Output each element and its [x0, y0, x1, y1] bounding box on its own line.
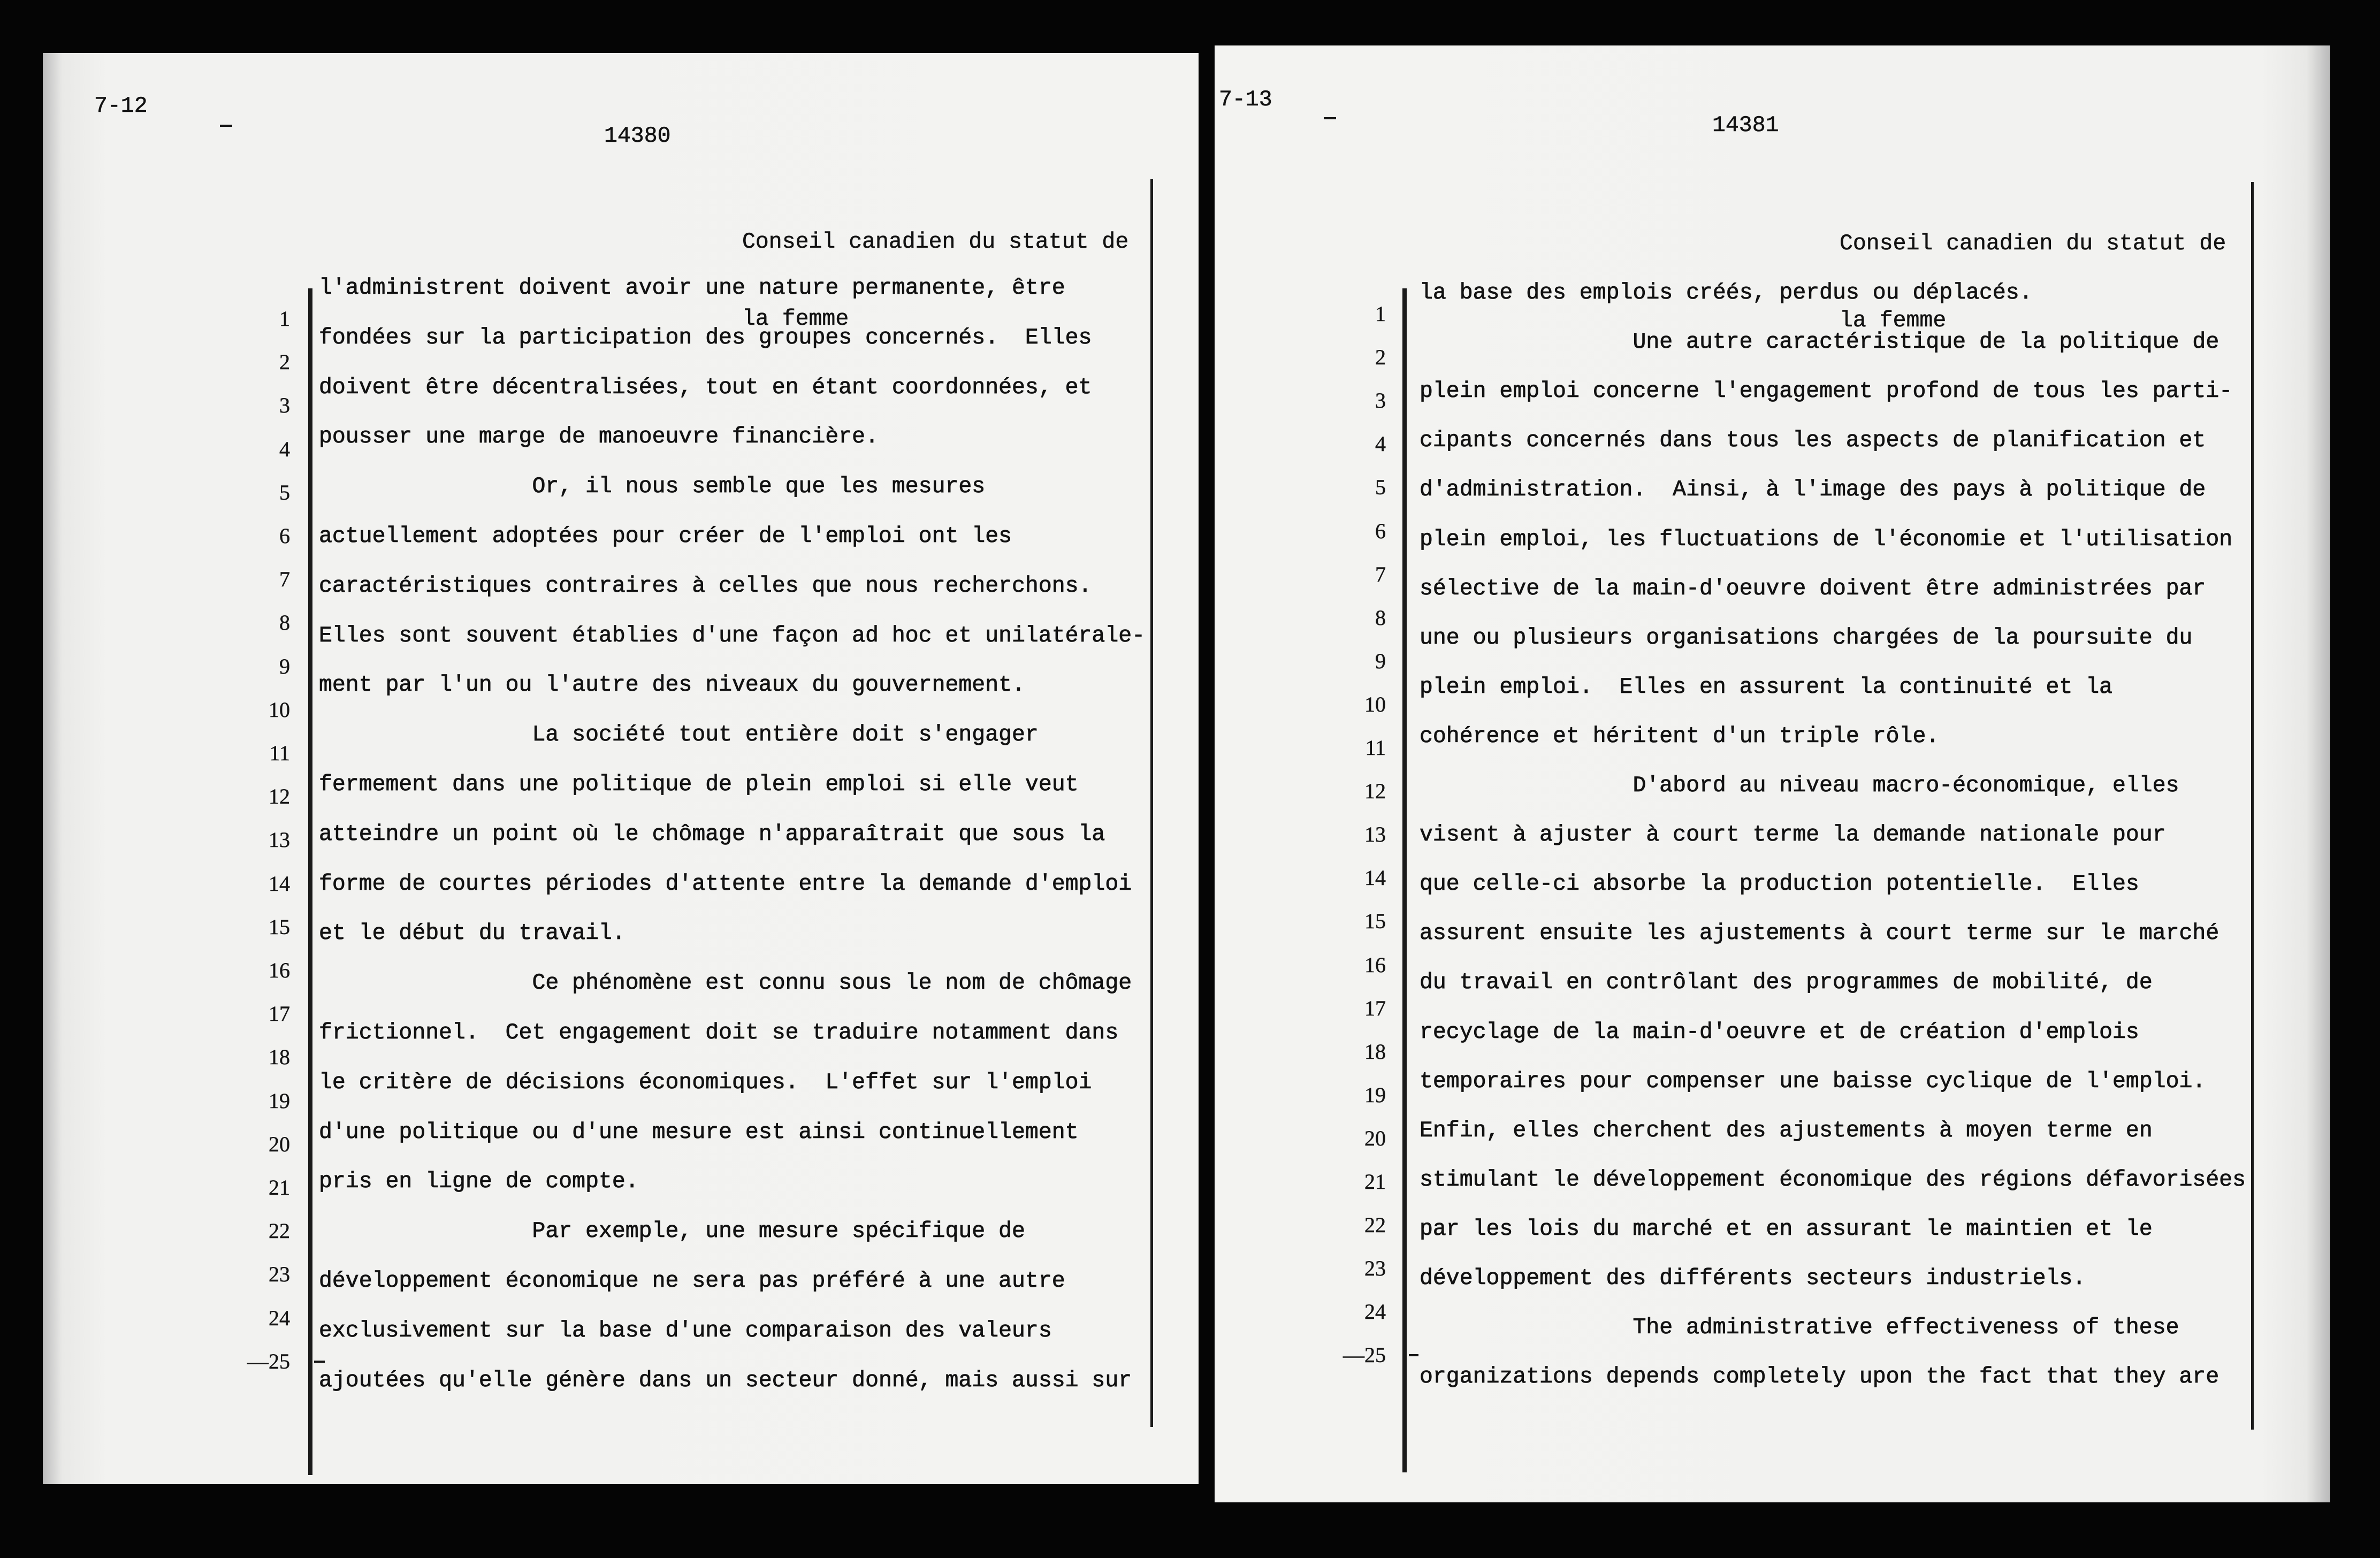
- transcript-page-left: [43, 53, 1199, 1484]
- line-number: 22: [1364, 1213, 1386, 1238]
- text-line: frictionnel. Cet engagement doit se traduire notamment dans: [319, 1020, 1119, 1045]
- text-line: d'administration. Ainsi, à l'image des pays à politique de: [1420, 477, 2206, 503]
- text-line: temporaires pour compenser une baisse cyclique de l'emploi.: [1420, 1068, 2206, 1094]
- text-line: organizations depends completely upon the fact that they are: [1420, 1364, 2219, 1390]
- line-number: 16: [1364, 952, 1386, 977]
- line-number: 8: [1375, 605, 1386, 630]
- line-number: 10: [269, 697, 290, 722]
- page-number: 14381: [1712, 113, 1779, 138]
- line-number: 19: [269, 1088, 290, 1113]
- text-line: stimulant le développement économique des régions défavorisées: [1420, 1167, 2246, 1193]
- right-margin-rule: [2251, 182, 2254, 1430]
- line-number: 16: [269, 958, 290, 982]
- text-line: The administrative effectiveness of these: [1633, 1315, 2179, 1341]
- text-line: plein emploi concerne l'engagement profond de tous les parti-: [1420, 379, 2233, 404]
- line-number: 2: [279, 350, 290, 375]
- text-line: développement des différents secteurs industriels.: [1420, 1266, 2086, 1291]
- text-line: pris en ligne de compte.: [319, 1169, 639, 1195]
- line-number: 19: [1364, 1082, 1386, 1107]
- line-number: 11: [1365, 736, 1386, 760]
- line-number: 6: [1375, 518, 1386, 543]
- line-number: 15: [269, 914, 290, 939]
- text-line: atteindre un point où le chômage n'apparaîtrait que sous la: [319, 821, 1105, 847]
- page-code: 7-12: [94, 94, 148, 119]
- line-number: 24: [269, 1305, 290, 1330]
- line-number: 14: [269, 871, 290, 896]
- text-line: fondées sur la participation des groupes concernés. Elles: [319, 325, 1092, 350]
- witness-heading-line: Conseil canadien du statut de: [1840, 231, 2226, 256]
- line-number: 21: [1364, 1170, 1386, 1194]
- text-line: que celle-ci absorbe la production potentielle. Elles: [1420, 872, 2139, 897]
- left-margin-rule: [308, 288, 312, 1475]
- line-number: 5: [1375, 475, 1386, 500]
- text-line: plein emploi. Elles en assurent la continuité et la: [1420, 674, 2113, 700]
- text-line: pousser une marge de manoeuvre financière.: [319, 424, 879, 450]
- line-number: 17: [269, 1002, 290, 1026]
- line-number: 21: [269, 1175, 290, 1200]
- text-line: cipants concernés dans tous les aspects de planification et: [1420, 428, 2206, 454]
- text-line: La société tout entière doit s'engager: [532, 722, 1039, 748]
- line-number: 18: [1364, 1039, 1386, 1064]
- text-line: Ce phénomène est connu sous le nom de chômage: [532, 971, 1132, 996]
- text-line: fermement dans une politique de plein emploi si elle veut: [319, 772, 1079, 797]
- text-line: ajoutées qu'elle génère dans un secteur donné, mais aussi sur: [319, 1368, 1132, 1393]
- line-number: 12: [1364, 779, 1386, 804]
- witness-heading-line: la femme: [1840, 308, 1947, 333]
- line-number: 5: [279, 480, 290, 505]
- text-line: plein emploi, les fluctuations de l'économie et l'utilisation: [1420, 526, 2233, 552]
- line-number: 4: [1375, 432, 1386, 456]
- text-line: développement économique ne sera pas préféré à une autre: [319, 1269, 1065, 1294]
- text-line: cohérence et héritent d'un triple rôle.: [1420, 723, 1940, 749]
- line-number: 18: [269, 1045, 290, 1070]
- text-line: par les lois du marché et en assurant le maintien et le: [1420, 1216, 2153, 1242]
- text-line: l'administrent doivent avoir une nature permanente, être: [319, 276, 1065, 301]
- text-line: le critère de décisions économiques. L'effet sur l'emploi: [319, 1070, 1092, 1095]
- text-line: forme de courtes périodes d'attente entre la demande d'emploi: [319, 871, 1132, 897]
- line-25-dash-mark: [1409, 1354, 1418, 1356]
- line-number: 24: [1364, 1300, 1386, 1324]
- page-number: 14380: [604, 124, 671, 149]
- text-line: la base des emplois créés, perdus ou déplacés.: [1420, 280, 2033, 306]
- line-number: 11: [269, 741, 290, 765]
- line-number: 23: [1364, 1256, 1386, 1281]
- page-code: 7-13: [1219, 87, 1272, 112]
- line-number: 8: [279, 610, 290, 635]
- line-number: —25: [247, 1349, 290, 1373]
- text-line: recyclage de la main-d'oeuvre et de création d'emplois: [1420, 1019, 2139, 1045]
- margin-dash-mark: [1324, 117, 1336, 119]
- text-line: Elles sont souvent établies d'une façon ad hoc et unilatérale-: [319, 623, 1146, 648]
- line-number: 12: [269, 784, 290, 809]
- text-line: Une autre caractéristique de la politique de: [1633, 330, 2219, 355]
- text-line: caractéristiques contraires à celles que nous recherchons.: [319, 573, 1092, 599]
- line-number: 4: [279, 437, 290, 461]
- text-line: exclusivement sur la base d'une comparaison des valeurs: [319, 1318, 1052, 1343]
- line-number: 13: [1364, 822, 1386, 847]
- line-number: 1: [1375, 302, 1386, 326]
- text-line: Enfin, elles cherchent des ajustements à moyen terme en: [1420, 1118, 2153, 1143]
- line-number: 15: [1364, 909, 1386, 934]
- right-margin-rule: [1150, 179, 1153, 1427]
- line-number: 9: [1375, 648, 1386, 673]
- line-number: 1: [279, 307, 290, 331]
- text-line: D'abord au niveau macro-économique, elles: [1633, 773, 2179, 798]
- text-line: sélective de la main-d'oeuvre doivent être administrées par: [1420, 576, 2206, 601]
- line-number: 7: [1375, 562, 1386, 586]
- line-number: 23: [269, 1262, 290, 1287]
- text-line: doivent être décentralisées, tout en étant coordonnées, et: [319, 375, 1092, 400]
- witness-heading-line: Conseil canadien du statut de: [742, 230, 1129, 255]
- text-line: du travail en contrôlant des programmes de mobilité, de: [1420, 970, 2153, 996]
- line-number: 3: [279, 393, 290, 418]
- line-number: —25: [1343, 1343, 1386, 1368]
- text-line: visent à ajuster à court terme la demande nationale pour: [1420, 822, 2166, 848]
- line-number: 2: [1375, 345, 1386, 370]
- text-line: Or, il nous semble que les mesures: [532, 474, 986, 500]
- text-line: une ou plusieurs organisations chargées de la poursuite du: [1420, 625, 2193, 651]
- text-line: d'une politique ou d'une mesure est ainsi continuellement: [319, 1119, 1079, 1145]
- line-number: 6: [279, 524, 290, 548]
- text-line: ment par l'un ou l'autre des niveaux du gouvernement.: [319, 673, 1025, 698]
- line-number: 3: [1375, 388, 1386, 413]
- text-line: actuellement adoptées pour créer de l'emploi ont les: [319, 524, 1012, 549]
- text-line: et le début du travail.: [319, 921, 625, 946]
- line-number: 20: [269, 1132, 290, 1156]
- text-line: Par exemple, une mesure spécifique de: [532, 1219, 1025, 1244]
- left-margin-rule: [1402, 288, 1407, 1472]
- witness-heading-line: la femme: [742, 307, 849, 332]
- line-number: 10: [1364, 692, 1386, 716]
- line-number: 7: [279, 567, 290, 592]
- line-number: 20: [1364, 1126, 1386, 1150]
- line-number: 9: [279, 654, 290, 678]
- line-number: 13: [269, 828, 290, 852]
- margin-dash-mark: [220, 125, 232, 127]
- line-number: 17: [1364, 996, 1386, 1020]
- text-line: assurent ensuite les ajustements à court terme sur le marché: [1420, 921, 2219, 946]
- transcript-page-right: [1215, 45, 2330, 1502]
- line-number: 22: [269, 1219, 290, 1243]
- line-number: 14: [1364, 866, 1386, 890]
